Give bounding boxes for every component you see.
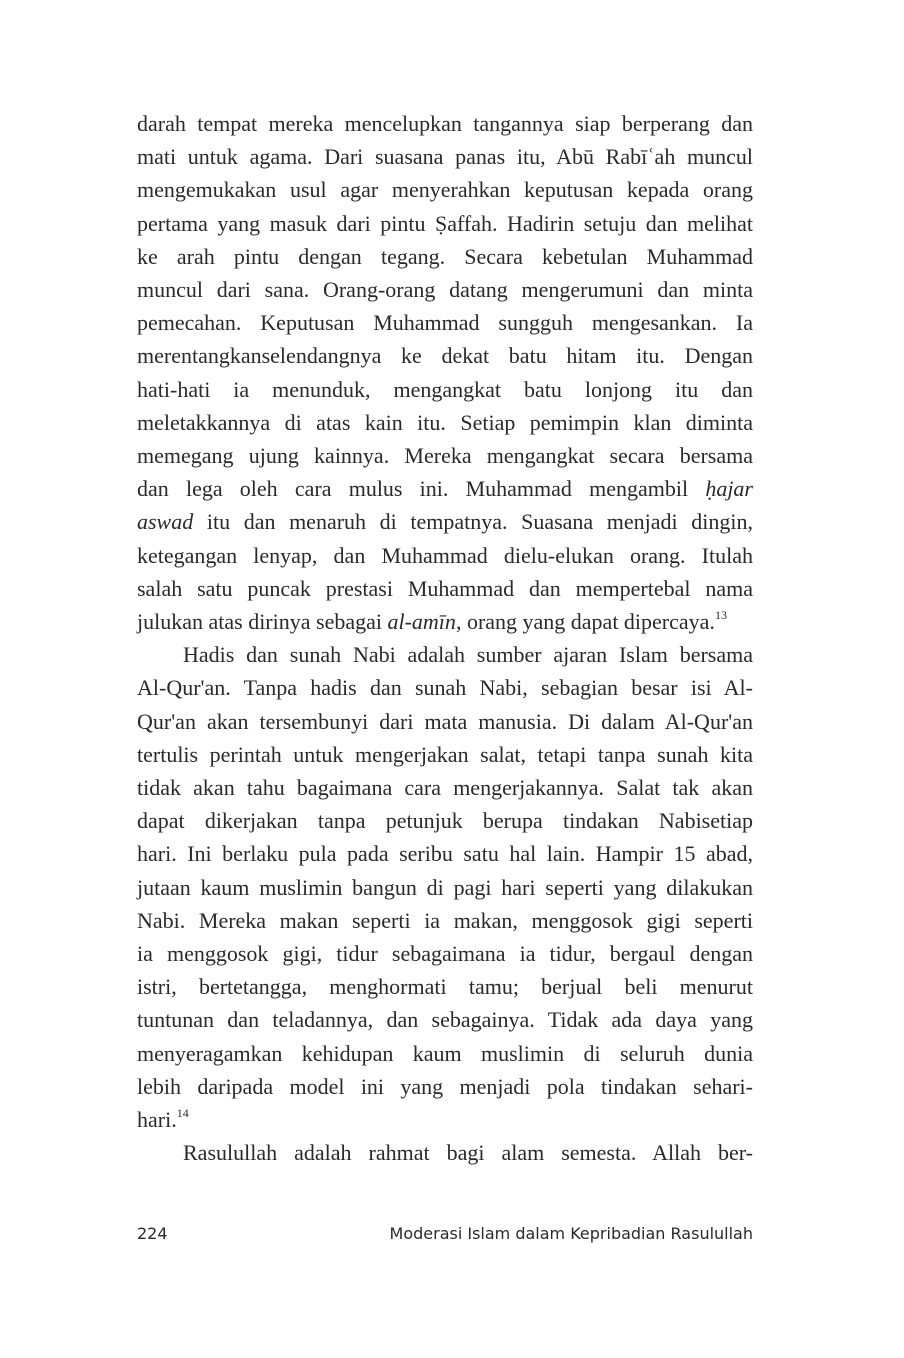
text-line xyxy=(137,505,753,538)
text-line: Nabi. Mereka makan seperti ia makan, menggosok gigi seperti xyxy=(137,907,753,933)
paragraph-2 xyxy=(137,638,753,1136)
text-line xyxy=(137,605,753,638)
text-line: ketegangan lenyap, dan Muhammad dielu-elukan orang. Itulah xyxy=(137,542,753,568)
text-segment: hari. xyxy=(137,1107,177,1133)
text-line: memegang ujung kainnya. Mereka mengangkat secara bersama xyxy=(137,443,753,469)
text-line: darah tempat mereka mencelupkan tangannya siap berperang dan xyxy=(137,111,753,136)
text-line: salah satu puncak prestasi Muhammad dan mempertebal nama xyxy=(137,575,753,601)
text-line: ke arah pintu dengan tegang. Secara kebetulan Muhammad xyxy=(137,243,753,269)
text-line: tuntunan dan teladannya, dan sebagainya. Tidak ada daya yang xyxy=(137,1007,753,1033)
text-line: mati untuk agama. Dari suasana panas itu, Abū Rabīʿah muncul xyxy=(137,144,753,170)
paragraph-3 xyxy=(137,1136,753,1169)
italic-term: ḥajar xyxy=(705,476,753,502)
italic-term: aswad xyxy=(137,509,194,535)
text-line: hari. Ini berlaku pula pada seribu satu hal lain. Hampir 15 abad, xyxy=(137,841,753,867)
text-line xyxy=(137,472,753,505)
text-line: pemecahan. Keputusan Muhammad sungguh mengesankan. Ia xyxy=(137,310,753,336)
paragraph-1 xyxy=(137,107,753,638)
text-line: meletakkannya di atas kain itu. Setiap pemimpin klan diminta xyxy=(137,409,753,435)
running-title: Moderasi Islam dalam Kepribadian Rasulullah xyxy=(389,1224,753,1243)
text-line: lebih daripada model ini yang menjadi pola tindakan sehari- xyxy=(137,1073,753,1099)
text-line: tertulis perintah untuk mengerjakan salat, tetapi tanpa sunah kita xyxy=(137,741,753,767)
text-line: ia menggosok gigi, tidur sebagaimana ia tidur, bergaul dengan xyxy=(137,941,753,967)
text-line: jutaan kaum muslimin bangun di pagi hari seperti yang dilakukan xyxy=(137,874,753,900)
text-line: dapat dikerjakan tanpa petunjuk berupa tindakan Nabisetiap xyxy=(137,808,753,834)
footnote-ref: 13 xyxy=(714,607,727,622)
text-line: pertama yang masuk dari pintu Ṣaffah. Hadirin setuju dan melihat xyxy=(137,210,753,236)
page-footer xyxy=(137,1224,753,1248)
text-line: Hadis dan sunah Nabi adalah sumber ajaran Islam bersama xyxy=(183,642,753,668)
text-segment: , orang yang dapat dipercaya. xyxy=(455,609,715,635)
footnote-ref: 14 xyxy=(176,1105,189,1120)
text-line: menyeragamkan kehidupan kaum muslimin di seluruh dunia xyxy=(137,1040,753,1066)
text-line: Rasulullah adalah rahmat bagi alam semesta. Allah ber- xyxy=(183,1140,753,1166)
text-segment: julukan atas dirinya sebagai xyxy=(137,609,382,635)
text-line: mengemukakan usul agar menyerahkan keputusan kepada orang xyxy=(137,177,753,203)
text-line: istri, bertetangga, menghormati tamu; berjual beli menurut xyxy=(137,974,753,1000)
italic-term: al-amīn xyxy=(387,609,456,635)
body-text xyxy=(137,107,753,1170)
page-number: 224 xyxy=(137,1224,168,1243)
text-line: muncul dari sana. Orang-orang datang mengerumuni dan minta xyxy=(137,277,753,303)
text-line: tidak akan tahu bagaimana cara mengerjakannya. Salat tak akan xyxy=(137,775,753,801)
text-line: merentangkanselendangnya ke dekat batu hitam itu. Dengan xyxy=(137,343,753,369)
text-line xyxy=(137,1103,753,1136)
text-segment: dan lega oleh cara mulus ini. Muhammad mengambil xyxy=(137,476,689,502)
text-line: Qur'an akan tersembunyi dari mata manusia. Di dalam Al-Qur'an xyxy=(137,708,753,734)
text-segment: itu dan menaruh di tempatnya. Suasana menjadi dingin, xyxy=(206,509,753,535)
text-line: Al-Qur'an. Tanpa hadis dan sunah Nabi, sebagian besar isi Al- xyxy=(137,675,753,701)
text-line: hati-hati ia menunduk, mengangkat batu lonjong itu dan xyxy=(137,376,753,402)
